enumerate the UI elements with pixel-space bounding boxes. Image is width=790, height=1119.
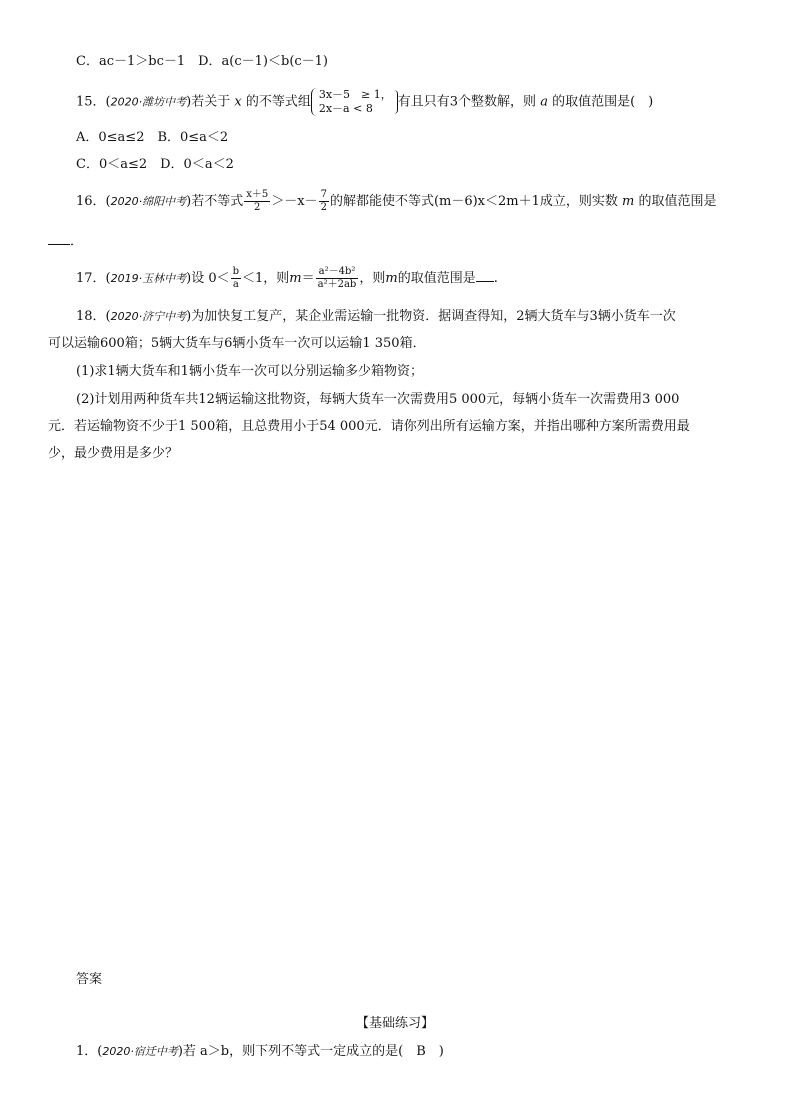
question-17 [76,262,498,296]
q16-continuation: ． [70,234,84,249]
answer-1-number: 1．( [76,1044,103,1059]
q15-options-row-1: A．0≤a≤2 B．0≤a＜2 [76,130,229,145]
q17-text-b: ＜1，则 [242,271,290,286]
q15-inequality-system [311,88,398,116]
q15-options-row-2: C．0＜a≤2 D．0＜a＜2 [76,157,234,172]
answer-1-text: )若 a＞b，则下列不等式一定成立的是( B ) [177,1044,444,1059]
q16-answer-blank [48,232,70,245]
q16-fraction-2-numerator: 7 [320,189,327,200]
q15-system-row-1: 3x－5 ≥ 1， [318,88,392,101]
q16-text-b: ＞－x－ [271,194,318,209]
q17-fraction-1-numerator: b [232,266,240,277]
q15-text-d: 的取值范围是( ) [552,94,654,110]
q15-source: 2020·潍坊中考 [110,95,187,109]
question-16 [76,186,717,218]
q17-source: 2019·玉林中考 [110,272,187,285]
q17-fraction-2-numerator: a²－4b² [316,266,359,279]
q16-fraction-1-denominator: 2 [254,202,261,213]
q17-text-e: 的取值范围是 [397,271,476,286]
q17-text-a: )设 0＜ [186,271,230,286]
answer-1 [76,1042,444,1062]
q16-source: 2020·绵阳中考 [110,195,187,208]
q16-number: 16．( [76,194,111,209]
answers-heading: 答案 [76,972,103,987]
q17-number: 17．( [76,271,111,286]
q18-line-2: 可以运输600箱；5辆大货车与6辆小货车一次可以运输1 350箱． [48,336,426,351]
q15-var-a: a [540,94,548,110]
q18-number: 18．( [76,309,111,324]
q18-line-1-text: )为加快复工复产，某企业需运输一批物资．据调查得知，2辆大货车与3辆小货车一次 [186,309,676,324]
q15-var-x: x [234,94,242,110]
q14-options: C．ac－1＞bc－1 D．a(c－1)＜b(c－1) [76,54,329,69]
q15-number: 15．( [76,94,111,110]
q17-fraction-1-denominator: a [232,279,239,290]
answer-1-source: 2020·宿迁中考 [102,1045,178,1058]
q17-fraction-2 [316,266,359,291]
q15-text-b: 的不等式组 [245,94,311,110]
q18-part-1: (1)求1辆大货车和1辆小货车一次可以分别运输多少箱物资； [76,364,423,379]
q16-fraction-1 [244,189,270,214]
q17-end: . [493,271,498,286]
q16-text-c: 的解都能使不等式(m－6)x＜2m＋1成立，则实数 [329,194,618,209]
q16-answer-line [48,232,83,252]
question-18-line-1 [76,307,676,327]
q15-system-row-2: 2x－a < 8 [318,102,373,115]
q18-source: 2020·济宁中考 [110,310,187,323]
answers-section-title: 【基础练习】 [355,1016,434,1031]
q18-part-2-line-1: (2)计划用两种货车共12辆运输这批物资，每辆大货车一次需费用5 000元，每辆小货车一次需费用3 000 [76,392,680,407]
q17-var-m2: m [385,271,398,286]
q17-answer-blank [476,269,494,282]
q16-fraction-2 [319,189,329,214]
q16-fraction-1-numerator: x＋5 [246,189,269,200]
q17-fraction-2-denominator: a²＋2ab [317,279,357,290]
q16-fraction-2-denominator: 2 [320,202,327,213]
q15-text-a: )若关于 [186,94,231,110]
q18-part-2-line-2: 元．若运输物资不少于1 500箱，且总费用小于54 000元．请你列出所有运输方案，并指出哪种方案所需费用最 [48,419,690,434]
q16-text-a: )若不等式 [186,194,244,209]
q17-var-m: m [289,271,302,286]
q17-text-d: ，则 [359,271,386,286]
q16-text-d: 的取值范围是 [638,194,717,209]
q18-part-2-line-3: 少，最少费用是多少？ [48,446,179,461]
q17-text-c: ＝ [301,271,315,286]
q16-var-m: m [622,194,635,209]
q15-text-c: 有且只有3个整数解，则 [397,94,537,110]
question-15 [76,88,653,116]
q17-fraction-1 [231,266,241,291]
